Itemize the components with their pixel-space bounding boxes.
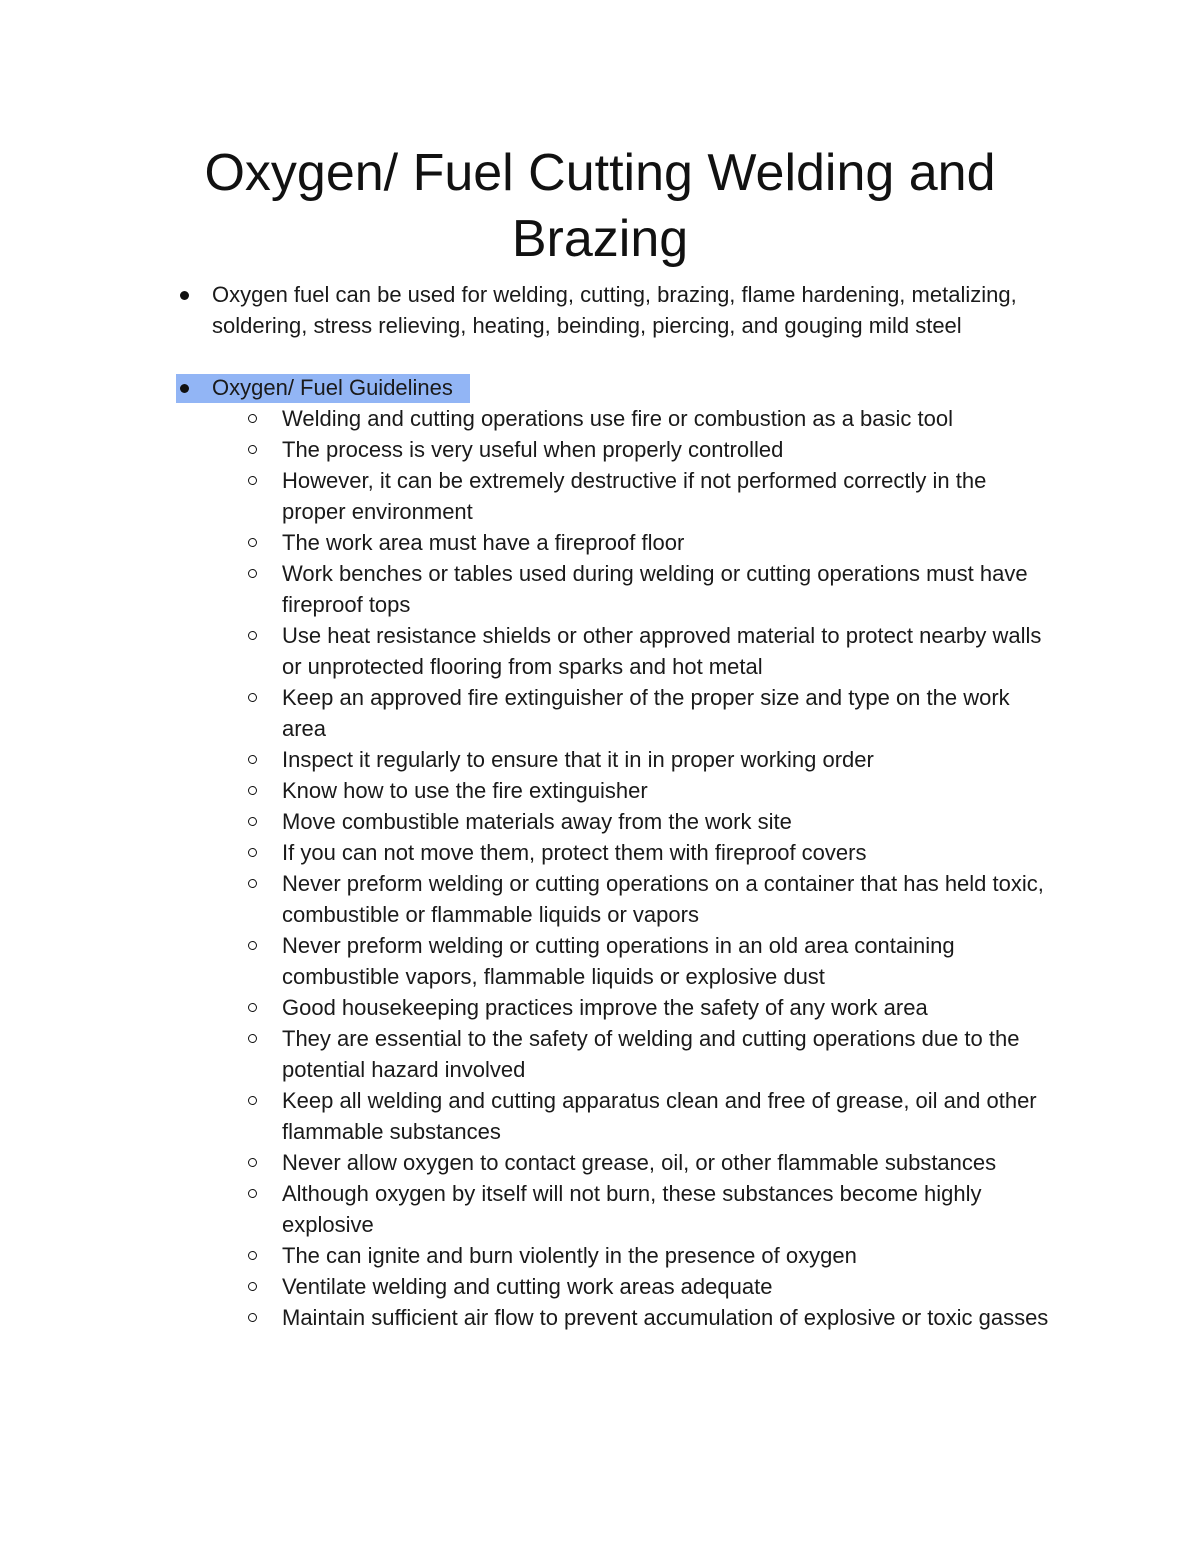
guideline-text: Welding and cutting operations use fire or combustion as a basic tool [282, 406, 953, 431]
hollow-circle-bullet-icon [248, 1003, 257, 1012]
guideline-text: Ventilate welding and cutting work areas adequate [282, 1274, 773, 1299]
guideline-text: The work area must have a fireproof floor [282, 530, 685, 555]
hollow-circle-bullet-icon [248, 848, 257, 857]
guideline-item [282, 930, 1052, 992]
guideline-item [282, 868, 1052, 930]
hollow-circle-bullet-icon [248, 1096, 257, 1105]
guideline-item [282, 1147, 1052, 1178]
hollow-circle-bullet-icon [248, 538, 257, 547]
guideline-item [282, 527, 1052, 558]
hollow-circle-bullet-icon [248, 476, 257, 485]
guidelines-bullet-item [0, 372, 1049, 1333]
guideline-text: The can ignite and burn violently in the presence of oxygen [282, 1243, 857, 1268]
guideline-text: Work benches or tables used during welding or cutting operations must have fireproof tops [282, 561, 1028, 617]
guideline-item [282, 1302, 1052, 1333]
hollow-circle-bullet-icon [248, 786, 257, 795]
intro-bullet-item [0, 279, 1042, 341]
hollow-circle-bullet-icon [248, 755, 257, 764]
guideline-item [282, 1271, 1052, 1302]
main-bullet-list [0, 279, 1200, 1333]
guideline-item [282, 434, 1052, 465]
guideline-text: Good housekeeping practices improve the safety of any work area [282, 995, 928, 1020]
guideline-item [282, 837, 1052, 868]
guideline-text: They are essential to the safety of welding and cutting operations due to the potential hazard involved [282, 1026, 1020, 1082]
guideline-item [282, 1085, 1052, 1147]
guideline-text: However, it can be extremely destructive if not performed correctly in the proper environment [282, 468, 987, 524]
guideline-text: Use heat resistance shields or other approved material to protect nearby walls or unprotected flooring from sparks and hot metal [282, 623, 1042, 679]
guideline-item [282, 1023, 1052, 1085]
hollow-circle-bullet-icon [248, 1034, 257, 1043]
blank-line [0, 341, 1200, 372]
guideline-text: Inspect it regularly to ensure that it in in proper working order [282, 747, 874, 772]
hollow-circle-bullet-icon [248, 414, 257, 423]
document-title: Oxygen/ Fuel Cutting Welding and Brazing [204, 144, 996, 268]
guideline-text: Never preform welding or cutting operations on a container that has held toxic, combustible or flammable liquids or vapors [282, 871, 1044, 927]
bullet-dot-icon [180, 291, 189, 300]
guideline-text: Move combustible materials away from the work site [282, 809, 792, 834]
guideline-text: Although oxygen by itself will not burn, these substances become highly explosive [282, 1181, 982, 1237]
hollow-circle-bullet-icon [248, 879, 257, 888]
guideline-text: Never allow oxygen to contact grease, oil, or other flammable substances [282, 1150, 997, 1175]
hollow-circle-bullet-icon [248, 569, 257, 578]
hollow-circle-bullet-icon [248, 817, 257, 826]
hollow-circle-bullet-icon [248, 1251, 257, 1260]
hollow-circle-bullet-icon [248, 1158, 257, 1167]
guideline-text: The process is very useful when properly controlled [282, 437, 784, 462]
guideline-text: Never preform welding or cutting operations in an old area containing combustible vapors, flammable liquids or explosive dust [282, 933, 955, 989]
guideline-item [282, 806, 1052, 837]
hollow-circle-bullet-icon [248, 941, 257, 950]
guideline-item [282, 744, 1052, 775]
guideline-item [282, 775, 1052, 806]
guideline-text: Know how to use the fire extinguisher [282, 778, 648, 803]
guideline-item [282, 403, 1052, 434]
guideline-text: Keep an approved fire extinguisher of the proper size and type on the work area [282, 685, 1010, 741]
guideline-item [282, 1240, 1052, 1271]
hollow-circle-bullet-icon [248, 631, 257, 640]
hollow-circle-bullet-icon [248, 445, 257, 454]
guideline-text: Keep all welding and cutting apparatus clean and free of grease, oil and other flammable substances [282, 1088, 1037, 1144]
guideline-item [282, 465, 1052, 527]
bullet-dot-icon [180, 384, 189, 393]
guideline-item [282, 558, 1052, 620]
hollow-circle-bullet-icon [248, 1189, 257, 1198]
hollow-circle-bullet-icon [248, 1313, 257, 1322]
guideline-text: If you can not move them, protect them with fireproof covers [282, 840, 867, 865]
hollow-circle-bullet-icon [248, 693, 257, 702]
hollow-circle-bullet-icon [248, 1282, 257, 1291]
guideline-item [282, 682, 1052, 744]
guidelines-sublist [212, 403, 1049, 1333]
guideline-item [282, 992, 1052, 1023]
intro-bullet-text: Oxygen fuel can be used for welding, cutting, brazing, flame hardening, metalizing, soldering, stress relieving, heating, beinding, piercing, and gouging mild steel [212, 282, 1017, 338]
guideline-item [282, 620, 1052, 682]
guideline-item [282, 1178, 1052, 1240]
guideline-text: Maintain sufficient air flow to prevent accumulation of explosive or toxic gasses [282, 1305, 1049, 1330]
section-heading[interactable]: Oxygen/ Fuel Guidelines [212, 375, 453, 400]
